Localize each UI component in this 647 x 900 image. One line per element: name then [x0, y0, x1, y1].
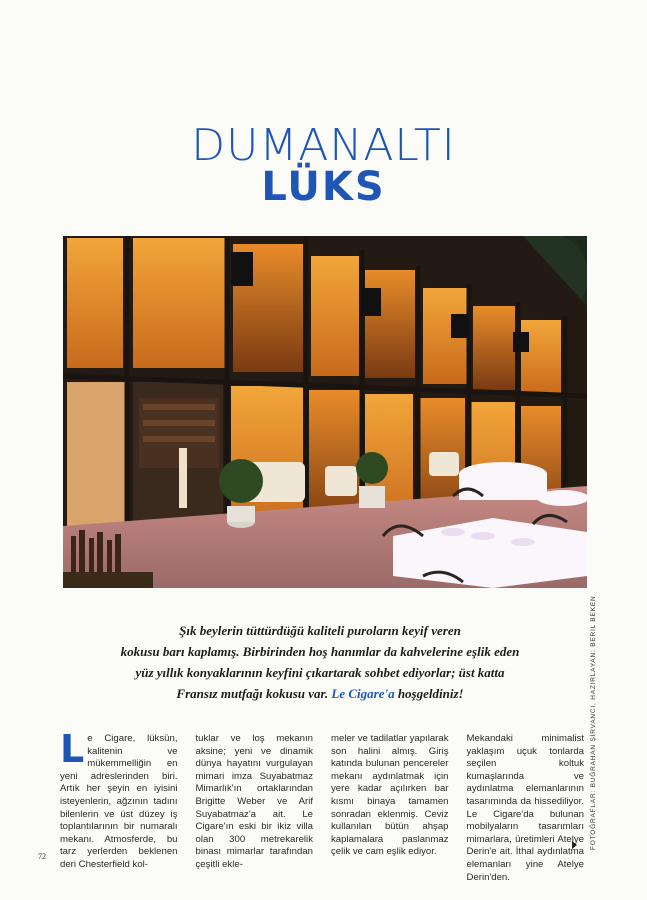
intro-line-4-end: hoşgeldiniz!: [394, 686, 464, 701]
restaurant-photo: [63, 236, 587, 588]
body-column-1-text: e Cigare, lüksün, kalitenin ve mükemmelliğin en yeni adreslerinden biri. Artık her şeyin en iyisini isteyenlerin, ağzının tadını bilenlerin ve üst düzey iş toplantılarının bir numaralı mekanı. Atmosferde, bu tarz yerlerden beklenen deri Chesterfield kol-: [60, 733, 178, 870]
intro-line-4-start: Fransız mutfağı kokusu var.: [176, 686, 332, 701]
venue-name-highlight: Le Cigare'a: [331, 686, 395, 701]
photo-credit: FOTOĞRAFLAR: BUĞRAHAN ŞİRVANCI, HAZIRLAYAN: BERİL BEKEN: [590, 595, 597, 850]
body-column-4: Mekandaki minimalist yaklaşım uçuk tonlarda seçilen koltuk kumaşlarında ve aydınlatma elemanlarının tasarımında da hissediliyor. Le Cigare'da bulunan mobilyaların tasarımları mimarlara, üretimleri Atelye Derin'e ait. İthal aydınlatma elemanları yine Atelye Derin'den.: [466, 733, 584, 883]
intro-line-3: yüz yıllık konyaklarının keyfini çıkartarak sohbet ediyorlar; üst katta: [135, 665, 505, 680]
body-column-1: [60, 727, 178, 884]
intro-line-2: kokusu barı kaplamış. Birbirinden hoş hanımlar da kahvelerine eşlik eden: [120, 644, 520, 659]
restaurant-illustration: [63, 236, 587, 588]
title-line-1: DUMANALTI: [191, 120, 456, 171]
intro-line-1: Şık beylerin tüttürdüğü kaliteli puroların keyif veren: [179, 623, 461, 638]
body-column-2: tuklar ve loş mekanın aksine; yeni ve dinamik dünya hayatını vurgulayan mimari imza Suyabatmaz Mimarlık'ın ortaklarından Brigitte Weber ve Arif Suyabatmaz'a ait. Le Cigare'ın eski bir ikiz villa olan 300 metrekarelik binası mimarlar tarafından çeşitli ekle-: [195, 733, 313, 870]
article-body: [60, 727, 584, 884]
page-number: 72: [38, 852, 46, 861]
intro-paragraph: [120, 620, 520, 704]
title-line-2: LÜKS: [261, 164, 386, 210]
body-column-3: meler ve tadilatlar yapılarak son halini almış. Giriş katında bulunan pencereler mekanı aydınlatmak için yere kadar açılırken bar kısmı binaya tamamen sonradan eklenmiş. Ceviz kullanılan bütün ahşap kaplamalara paslanmaz çelik ve cam eşlik ediyor.: [331, 733, 449, 858]
drop-cap: L: [60, 727, 85, 771]
continue-arrow-icon: [572, 841, 577, 849]
intro-line-4: [120, 683, 520, 704]
